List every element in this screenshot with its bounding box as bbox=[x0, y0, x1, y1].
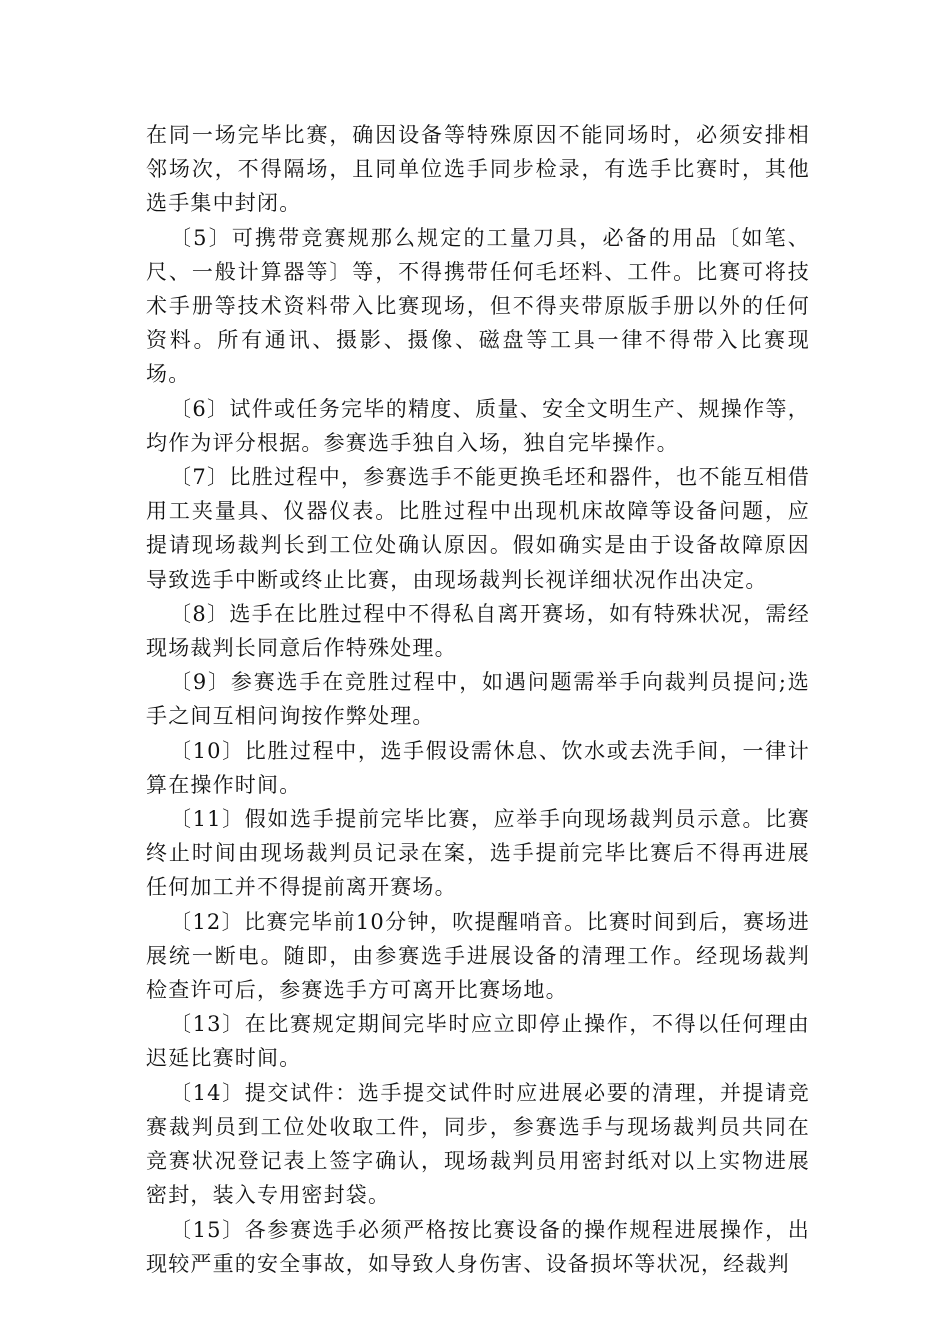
paragraph-item-5: 〔5〕可携带竞赛规那么规定的工量刀具，必备的用品〔如笔、尺、一般计算器等〕等，不得携带任何毛坯料、工件。比赛可将技术手册等技术资料带入比赛现场，但不得夹带原版手册以外的任何资料。所有通讯、摄影、摄像、磁盘等工具一律不得带入比赛现场。 bbox=[146, 225, 810, 387]
paragraph-continuation: 在同一场完毕比赛，确因设备等特殊原因不能同场时，必须安排相邻场次，不得隔场，且同单位选手同步检录，有选手比赛时，其他选手集中封闭。 bbox=[146, 123, 810, 216]
paragraph-item-6: 〔6〕试件或任务完毕的精度、质量、安全文明生产、规操作等，均作为评分根据。参赛选手独自入场，独自完毕操作。 bbox=[146, 396, 810, 455]
paragraph-item-8: 〔8〕选手在比胜过程中不得私自离开赛场，如有特殊状况，需经现场裁判长同意后作特殊处理。 bbox=[146, 601, 810, 661]
paragraph-item-7: 〔7〕比胜过程中，参赛选手不能更换毛坯和器件，也不能互相借用工夹量具、仪器仪表。比胜过程中出现机床故障等设备问题，应提请现场裁判长到工位处确认原因。假如确实是由于设备故障原因导致选手中断或终止比赛，由现场裁判长视详细状况作出决定。 bbox=[146, 465, 810, 592]
paragraph-item-9: 〔9〕参赛选手在竞胜过程中，如遇问题需举手向裁判员提问;选手之间互相问询按作弊处理。 bbox=[146, 670, 810, 729]
paragraph-item-13: 〔13〕在比赛规定期间完毕时应立即停止操作，不得以任何理由迟延比赛时间。 bbox=[146, 1012, 810, 1071]
paragraph-item-14: 〔14〕提交试件：选手提交试件时应进展必要的清理，并提请竞赛裁判员到工位处收取工件，同步，参赛选手与现场裁判员共同在竞赛状况登记表上签字确认，现场裁判员用密封纸对以上实物进展密封，装入专用密封袋。 bbox=[146, 1080, 810, 1208]
document-body bbox=[146, 118, 810, 1281]
paragraph-item-10: 〔10〕比胜过程中，选手假设需休息、饮水或去洗手间，一律计算在操作时间。 bbox=[146, 738, 810, 797]
paragraph-item-15: 〔15〕各参赛选手必须严格按比赛设备的操作规程进展操作，出现较严重的安全事故，如导致人身伤害、设备损坏等状况，经裁判 bbox=[146, 1217, 810, 1276]
paragraph-item-11: 〔11〕假如选手提前完毕比赛，应举手向现场裁判员示意。比赛终止时间由现场裁判员记录在案，选手提前完毕比赛后不得再进展任何加工并不得提前离开赛场。 bbox=[146, 807, 810, 900]
paragraph-item-12: 〔12〕比赛完毕前10分钟，吹提醒哨音。比赛时间到后，赛场进展统一断电。随即，由参赛选手进展设备的清理工作。经现场裁判检查许可后，参赛选手方可离开比赛场地。 bbox=[146, 909, 810, 1003]
